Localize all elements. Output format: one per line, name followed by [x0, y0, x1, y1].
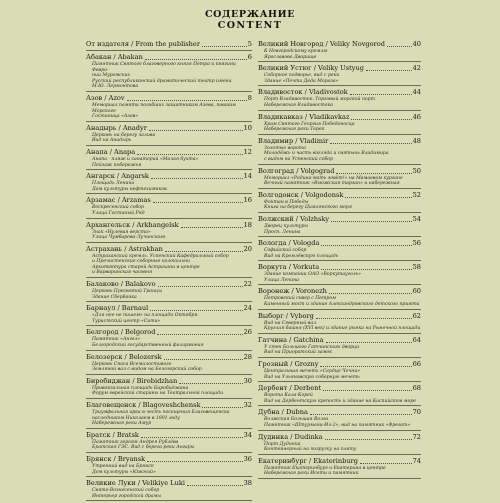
dot-leader	[158, 285, 243, 287]
dot-leader	[387, 45, 412, 47]
dot-leader	[202, 406, 242, 408]
toc-entry[interactable]	[258, 287, 421, 309]
toc-entry-title: Воркута / Vorkuta	[258, 263, 320, 272]
toc-entry-page: 64	[412, 335, 421, 344]
toc-entry[interactable]	[258, 312, 421, 334]
toc-entry[interactable]	[86, 94, 252, 122]
toc-entry-line	[86, 124, 252, 133]
entry-divider	[258, 454, 421, 455]
toc-entry[interactable]	[258, 167, 421, 189]
toc-entry-page: 5	[247, 40, 252, 48]
toc-entry-page: 74	[412, 456, 421, 465]
entry-divider	[86, 428, 252, 429]
dot-leader	[179, 382, 242, 384]
toc-entry-page: 42	[412, 64, 421, 73]
toc-entry-line	[86, 196, 252, 205]
toc-entry-page: 24	[243, 304, 252, 313]
entry-divider	[86, 242, 252, 243]
toc-entry-line	[86, 172, 252, 181]
toc-entry-description: Мемориал памяти погибших защитникам Азова, павшим Морского Гостиница «Азов»	[92, 102, 236, 120]
toc-entry-line	[258, 239, 421, 248]
entry-divider	[86, 50, 252, 51]
toc-entry-title: Волгодонск / Volgodonsk	[258, 190, 344, 199]
toc-entry-title: Воронеж / Voronezh	[258, 287, 327, 296]
dot-leader	[149, 129, 243, 131]
dot-leader	[157, 333, 242, 335]
toc-entry-line	[258, 191, 421, 200]
toc-entry-page: 70	[412, 408, 421, 417]
toc-entry[interactable]	[258, 263, 421, 285]
toc-entry-description: Соборное подворье, вид с реки Здание «Почта Деда Мороза»	[264, 73, 340, 84]
toc-entry-line	[258, 215, 421, 224]
entry-divider	[258, 333, 421, 334]
toc-entry-description: Дворец культуры Просп. Ленина	[264, 223, 309, 235]
entry-divider	[258, 61, 421, 62]
toc-entry-title: От издателя / From the publisher	[86, 40, 200, 48]
dot-leader	[326, 341, 412, 343]
entry-divider	[86, 325, 252, 326]
toc-entry-page: 72	[412, 432, 421, 441]
toc-entry[interactable]	[86, 479, 252, 501]
toc-entry-page: 6	[247, 53, 252, 61]
dot-leader	[345, 196, 411, 198]
toc-entry-title: Ангарск / Angarsk	[86, 172, 149, 181]
toc-entry-title: Гатчина / Gatchina	[258, 335, 324, 344]
entry-divider	[258, 260, 421, 261]
toc-entry-title: Белозерск / Belozersk	[86, 352, 162, 361]
entry-divider	[86, 193, 252, 194]
toc-entry-description: Церковь Спаса Всемилостивого Земляной вал с видом на Белозерский собор	[92, 361, 202, 373]
toc-entry[interactable]	[258, 113, 421, 135]
entry-divider	[86, 350, 252, 351]
toc-entry-description: Фонтан в Победы Книга на берегу Цимлянского моря	[264, 199, 352, 211]
entry-divider	[258, 134, 421, 135]
toc-entry-line	[258, 457, 421, 466]
dot-leader	[329, 292, 412, 294]
toc-entry-description: Площадь Ленина Дом культуры нефтехимиков	[92, 181, 167, 192]
toc-entry[interactable]	[258, 137, 421, 165]
toc-entry-page: 56	[412, 239, 421, 248]
toc-entry-page: 66	[412, 360, 421, 369]
toc-entry-page: 48	[412, 136, 421, 145]
toc-entry-description: Памятник Екатеринбург и Екатерина в центре Набережная реки Исети и памятник	[264, 465, 386, 477]
toc-entry-title: Анапа / Anapa	[86, 147, 136, 156]
toc-entry-title: Абакан / Abakan	[86, 53, 143, 61]
page-title	[0, 9, 500, 31]
toc-entry-description: Воскресенский собор Улица Гостиный Ряд	[92, 205, 145, 216]
toc-entry-description: Анапа - пляж и санаторий «Малая бухта» Пейзаж побережья	[92, 156, 199, 168]
toc-entry[interactable]	[258, 384, 421, 406]
toc-entry-title: Волжский / Volzhsky	[258, 214, 330, 223]
dot-leader	[323, 389, 411, 391]
toc-entry-line	[86, 94, 252, 103]
toc-entry-line	[258, 40, 421, 49]
toc-entry-description: Свято-Вознесенский собор Интерьер городской драмы	[92, 488, 162, 499]
toc-entry-page: 30	[243, 376, 252, 385]
toc-entry-title: Анадырь / Anadyr	[86, 123, 147, 132]
entry-divider	[86, 169, 252, 170]
toc-entry[interactable]	[86, 455, 252, 477]
toc-entry-description: Утренний вид на Брянск Дом культуры «Южный»	[92, 463, 156, 475]
toc-entry-description: Памятник Святого благоверного князя Петра и княгини Февро- нии Муромских Русский республиканский драматический театр имени М.Ю. Лермонтова	[92, 62, 236, 90]
toc-entry-title: Архангельск / Arkhangelsk	[86, 220, 179, 229]
toc-entry-page: 28	[243, 352, 252, 361]
toc-entry-page: 16	[243, 196, 252, 205]
toc-entry[interactable]	[258, 433, 421, 455]
toc-entry-line	[86, 245, 252, 254]
toc-entry-description: Порт Дудинка Контейнерный на погрузку на плату	[264, 441, 357, 453]
toc-entry-line	[86, 280, 252, 289]
dot-leader	[187, 484, 243, 486]
toc-entry-line	[86, 479, 252, 488]
toc-entry-description: Здание компании ОАО «Воркутауголь» Улица Ленина	[264, 272, 361, 283]
toc-entry-line	[258, 384, 421, 393]
dot-leader	[151, 177, 243, 179]
toc-entry[interactable]	[86, 172, 252, 194]
toc-entry[interactable]	[86, 377, 252, 399]
toc-entry-title: Белгород / Belgorod	[86, 328, 156, 337]
toc-entry-line	[86, 377, 252, 386]
toc-entry-description: К Новгородскому кремлю Ярославово Дворище	[264, 49, 328, 60]
toc-entry-title: Балаково / Balakovo	[86, 280, 156, 289]
toc-entry-description: Триумфальная арка в честь посещения Благовещенска наследником Николаем в 1891 году Набережная реки Амур	[92, 410, 230, 427]
entry-divider	[258, 430, 421, 431]
toc-entry-title: Барнаул / Barnaul	[86, 304, 149, 313]
dot-leader	[331, 220, 411, 222]
entry-divider	[258, 357, 421, 358]
toc-entry[interactable]	[258, 215, 421, 237]
dot-leader	[181, 226, 243, 228]
entry-divider	[86, 301, 252, 302]
entry-divider	[86, 121, 252, 122]
toc-entry-title: Братск / Bratsk	[86, 430, 139, 439]
toc-entry-title: Азов / Azov	[86, 93, 125, 102]
toc-entry-description: Ворота Кала-Корей Вид на Дербентскую крепость и здание на Каспийском море	[264, 393, 417, 404]
dot-leader	[150, 309, 242, 311]
toc-entry-title: Выборг / Vyborg	[258, 311, 314, 320]
dot-leader	[320, 365, 411, 367]
toc-entry[interactable]	[86, 353, 252, 375]
toc-entry-page: 34	[243, 430, 252, 439]
toc-entry-title: Великие Луки / Velikiye Luki	[86, 479, 185, 488]
dot-leader	[321, 244, 411, 246]
toc-entry-description: Софийский собор Вид на Кремлёвскую площадь	[264, 248, 339, 259]
toc-entry-title: Владимир / Vladimir	[258, 136, 329, 145]
toc-entry-page: 54	[412, 214, 421, 223]
entry-divider	[86, 91, 252, 92]
dot-leader	[350, 93, 412, 95]
toc-entry[interactable]	[86, 40, 252, 51]
dot-leader	[165, 250, 243, 252]
toc-entry-page: 46	[412, 112, 421, 121]
entry-divider	[258, 405, 421, 406]
toc-entry-title: Брянск / Bryansk	[86, 454, 146, 463]
toc-entry-page: 40	[412, 40, 421, 48]
toc-entry-page: 38	[243, 479, 252, 488]
toc-entry-line	[86, 304, 252, 313]
entry-divider	[258, 212, 421, 213]
entry-divider	[258, 236, 421, 237]
toc-entry-title: Дубна / Dubna	[258, 408, 308, 417]
toc-entry-description: Центральная мечеть «Сердце Чечни» Вид на Ульяновскую соборную мечеть	[264, 369, 361, 380]
toc-entry[interactable]	[86, 53, 252, 92]
toc-entry[interactable]	[258, 408, 421, 430]
toc-entry-description: «Для нее не пишем» на площади Октября Туристский центр «Сити»	[92, 313, 198, 324]
toc-entry-title: Великий Устюг / Veliky Ustyug	[258, 64, 364, 73]
toc-entry-page: 50	[412, 166, 421, 175]
toc-entry-line	[258, 113, 421, 122]
toc-entry[interactable]	[86, 328, 252, 350]
entry-divider	[258, 110, 421, 111]
entry-divider	[86, 452, 252, 453]
toc-entry-title: Екатеринбург / Ekaterinburg	[258, 456, 359, 465]
toc-entry-line	[86, 431, 252, 440]
title-russian: СОДЕРЖАНИЕ	[204, 9, 296, 20]
toc-entry-line	[86, 455, 252, 464]
toc-entry-page: 14	[243, 172, 252, 181]
toc-entry-line	[86, 401, 252, 410]
dot-leader	[153, 201, 243, 203]
toc-entry-line	[258, 312, 421, 321]
toc-entry-title: Владивосток / Vladivostok	[258, 88, 348, 97]
toc-entry[interactable]	[86, 221, 252, 243]
toc-entry-page: 18	[243, 220, 252, 229]
toc-entry-description: Золотые ворота Молодёжь и часть взгляда и святынь Владимира с видом на Успенский собор	[264, 145, 389, 162]
toc-entry-line	[258, 263, 421, 272]
toc-entry-description: Порт Владивосток. Торговый морской порт Набережная Владивостока	[264, 97, 375, 108]
toc-entry[interactable]	[258, 40, 421, 62]
toc-entry-title: Владикавказ / Vladikavkaz	[258, 112, 350, 121]
dot-leader	[321, 268, 411, 270]
entry-divider	[258, 164, 421, 165]
toc-entry-line	[86, 40, 252, 49]
dot-leader	[145, 58, 247, 60]
entry-divider	[86, 476, 252, 477]
toc-entry-line	[86, 53, 252, 62]
entry-divider	[258, 381, 421, 382]
toc-entry-line	[258, 336, 421, 345]
toc-entry-line	[258, 433, 421, 442]
toc-entry-description: Вид на Северный вал Круглая башня (XVI век) и здание рынка на Рыночной площади	[264, 320, 421, 332]
toc-entry-title: Волгоград / Volgograd	[258, 166, 335, 175]
toc-entry-description: Мемориал «Родина-мать зовёт!» на Мамаевом кургане Вечный памятник «Вьюжская тарзан» и набережная	[264, 175, 403, 187]
toc-entry[interactable]	[86, 148, 252, 170]
entry-divider	[258, 309, 421, 310]
toc-entry[interactable]	[86, 196, 252, 218]
toc-entry[interactable]	[86, 124, 252, 146]
entry-divider	[86, 277, 252, 278]
entry-divider	[86, 500, 252, 501]
toc-entry[interactable]	[86, 280, 252, 302]
dot-leader	[137, 153, 242, 155]
toc-entry[interactable]	[86, 431, 252, 453]
toc-entry-page: 12	[243, 147, 252, 156]
toc-entry-page: 62	[412, 311, 421, 320]
toc-entry[interactable]	[86, 304, 252, 326]
dot-leader	[164, 358, 243, 360]
dot-leader	[310, 413, 412, 415]
dot-leader	[351, 118, 411, 120]
dot-leader	[316, 317, 412, 319]
entry-divider	[86, 398, 252, 399]
toc-entry-title: Грозный / Grozny	[258, 360, 319, 369]
toc-entry-line	[86, 148, 252, 157]
entry-divider	[258, 85, 421, 86]
toc-entry[interactable]	[86, 401, 252, 429]
toc-entry-page: 58	[412, 263, 421, 272]
toc-entry-title: Астрахань / Astrakhan	[86, 244, 163, 253]
toc-entry-page: 8	[247, 93, 252, 102]
toc-left-column	[86, 40, 252, 503]
toc-entry[interactable]	[258, 64, 421, 86]
toc-entry-title: Биробиджан / Birobidzhan	[86, 376, 178, 385]
toc-entry-line	[258, 360, 421, 369]
toc-entry-description: Церковь Пресвятой Троицы Здание Сбербанка	[92, 289, 162, 300]
toc-entry-page: 20	[243, 244, 252, 253]
dot-leader	[141, 436, 243, 438]
toc-entry[interactable]	[258, 239, 421, 261]
toc-entry-page: 22	[243, 280, 252, 289]
toc-entry-page: 52	[412, 190, 421, 199]
toc-entry-title: Великий Новгород / Veliky Novgorod	[258, 40, 385, 48]
toc-entry-line	[86, 221, 252, 230]
dot-leader	[330, 142, 411, 144]
toc-entry-description: Привокзальная площадь Биробиджана Форум еврейской старины на Театральной площади	[92, 385, 224, 397]
toc-entry-title: Благовещенск / Blagoveshchensk	[86, 401, 201, 409]
toc-entry-description: Памятник «Ангел» Белгородский государственный филармония	[92, 337, 204, 349]
toc-entry-description: Волжская Большая Волга Памятник «Штурмани-Ил-2», вид на памятник «Фрегат»	[264, 417, 411, 428]
dot-leader	[147, 460, 242, 462]
toc-entry-page: 10	[243, 123, 252, 132]
toc-entry-line	[258, 64, 421, 73]
dot-leader	[127, 99, 247, 101]
toc-entry-description: Памятник героям Андрея Рублёва Братская ГЭС. Вид с берега реки Ангары	[92, 439, 195, 451]
toc-entry[interactable]	[258, 360, 421, 382]
toc-entry-description: Астраханский кремль. Успенский Кафедральный собор и Пречистенские соборные колокольни Архитектура старой Астрахани в центре и Варваринская часовня	[92, 253, 229, 276]
toc-entry-page: 44	[412, 88, 421, 97]
toc-entry-description: Петровский сквер с Петром Каменный мост и здание Александровского детского приюта	[264, 296, 420, 308]
toc-entry[interactable]	[258, 336, 421, 358]
toc-entry-page: 68	[412, 384, 421, 393]
toc-entry-title: Вологда / Vologda	[258, 239, 320, 248]
toc-entry-title: Дербент / Derbent	[258, 384, 322, 393]
dot-leader	[325, 438, 412, 440]
dot-leader	[336, 172, 411, 174]
toc-entry-description: Церковь на берегу залива Вид на Анадырь	[92, 132, 156, 144]
toc-right-column	[258, 40, 421, 481]
toc-entry-line	[258, 137, 421, 146]
title-english: CONTENT	[217, 20, 283, 31]
entry-divider	[86, 218, 252, 219]
toc-entry-page: 26	[243, 328, 252, 337]
toc-entry-line	[258, 167, 421, 176]
toc-entry-page: 60	[412, 287, 421, 296]
toc-entry-line	[86, 353, 252, 362]
entry-divider	[258, 284, 421, 285]
dot-leader	[366, 69, 412, 71]
toc-entry-page: 36	[243, 454, 252, 463]
toc-entry-description: У стен Большого Гатчинского дворца Вид на Приоратский замок	[264, 344, 359, 356]
entry-divider	[258, 188, 421, 189]
dot-leader	[202, 45, 247, 47]
entry-divider	[86, 374, 252, 375]
dot-leader	[360, 462, 412, 464]
toc-entry-title: Арзамас / Arzamas	[86, 196, 151, 205]
toc-entry[interactable]	[258, 457, 421, 479]
toc-entry-description: Храм Святого Георгия Победоносца Набережная реки Терек	[264, 121, 355, 133]
toc-entry[interactable]	[86, 245, 252, 278]
entry-divider	[258, 478, 421, 479]
toc-entry[interactable]	[258, 88, 421, 110]
entry-divider	[86, 145, 252, 146]
toc-entry-description: Знак «Нулевая верста» Улица Чумбарова-Лучинского	[92, 229, 166, 241]
toc-entry-page: 32	[243, 401, 252, 409]
toc-entry[interactable]	[258, 191, 421, 213]
toc-entry-title: Дудинка / Dudinka	[258, 432, 323, 441]
